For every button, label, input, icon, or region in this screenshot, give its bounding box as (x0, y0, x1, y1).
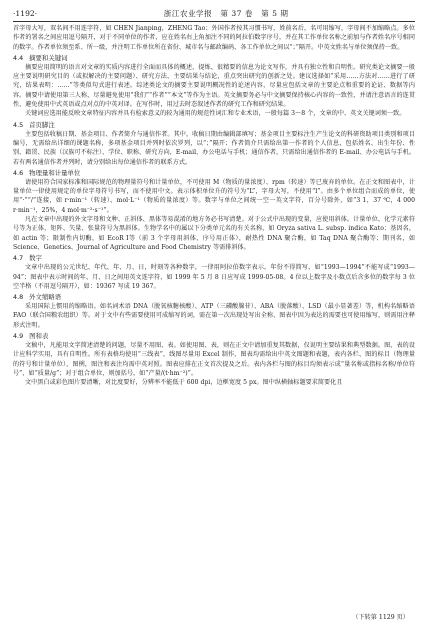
paragraph: 主要包括收稿日期、基金项目、作者简介与通信作者。其中，收稿日期由编辑部填写；基金项目主要标注生产生论文的科研资助项目类别和项目编号，无需给出详细的课题名称，多项基金项目并列时依次罗列，以“；”隔开；作者简介只需给出第一作者的个人信息，包括姓名、出生年份、性别、籍贯、民族（汉族可不标注）、学位、职称、研究方向，E-mail，办公电话与手机；通信作者，只需给出通信作者的 E-mail、办公电话与手机。若有两名通信作者并列时，请分别给出每位通信作者的联系方式。 (13, 130, 415, 166)
section-title: 摘要和关键词 (29, 53, 68, 62)
section-heading-4-6 (13, 168, 415, 178)
section-number: 4.7 (13, 254, 24, 263)
section-title: 物理量和计量单位 (29, 168, 81, 177)
section-heading-4-9 (13, 331, 415, 341)
paragraph: 采用国际上惯用的缩略语。如名词术语 DNA（脱氧核糖核酸）、ATP（三磷酸腺苷）、ABA（脱落酸）、LSD（最小显著差）等，机构名缩略语 FAO（联合国粮农组织）等。对于文中有些需要使用可成缩写的词，需在第一次出现处写出全称，图表中因为表达的需要也可使用缩写，则需用注释形式注明。 (13, 303, 415, 329)
section-title: 首页脚注 (29, 120, 55, 129)
section-heading-4-5 (13, 120, 415, 130)
paragraph: 凡在文章中出现的外文字母和文种、正斜体、黑体等易混淆的地方务必书写清楚。对于公式中出现的变量，应使用斜体。计量单位、化学元素符号等为正体，矩阵、矢量、张量符号为黑斜体。生物学名中的属以下分类单元名的有关名称，如 Oryza sativa L. subsp. indica Kato；基因名，如 actin 等；限制性内切酶，如 EcoR I等（前 3 个字母用斜体，序号用正体），耐热性 DNA 聚合酶，如 Taq DNA 聚合酶等；期刊名，如 Science、Genetics、Journal of Agriculture and Food Chemistry 等需排斜体。 (13, 216, 415, 251)
section-title: 图和表 (29, 332, 49, 341)
section-heading-4-4 (13, 53, 415, 63)
paragraph: 文中黑白或彩色图片要清晰，对比度要好，分辨率不能低于 600 dpi，边框宽度 5 px。图中纵横轴标题要求简要化且 (25, 379, 343, 387)
section-heading-4-8 (13, 292, 415, 302)
paragraph: 摘要应用简明的语言对文章的实质内容进行全面而具体的概述，提炼、很精要的信息为论文写作，并具有独立性和自明性。研究类论文摘要一般应主要说明研究目的（或拟解决的主要问题）、研究方法、主要结果与结论，重点突出研究的创新之处。建议选择如“采用……方法对……进行了研究，结果表明：……”等类似句式进行表述。综述类论文的摘要主要说明概况性的论述内容，尽量应包括文章的主要论点和重要的论证、数据等内容。摘要中请使用第三人称，尽量避免使用“我们”“作者”“本文”等作为主语。英文摘要务必与中文摘要保持核心内容的一致性，并请注意语言的连贯性，避免使用中式英语或点对点的中英对译。在写作时，用过去时态叙述作者的研究工作和研究结果。 (13, 63, 415, 109)
paragraph: 关键词应选用能反映文章特征内容并具有检索意义的较为通用的规范性词汇和专业术语，一般每篇 3～8 个，文章的中、英文关键词须一致。 (25, 110, 406, 118)
paragraph: 文稿中，凡能用文字简述清楚的问题，尽量不用图、表。如使用图、表，则在正文中请加重复其数据，仅说明主要结果和典型数据。图、表的设计应科学实用，具有自明性。所有表格均使用“三线表”，线图尽量用 Excel 制作，图表均需给出中英文图题和表题，表内各栏、图的标目（物理量的符号和计量单位）、图例，图注和表注均需中英对照。图表应排在正文首次提及之后。表内各栏与图的标目均须表示成“量名称或指标名称/单位符号”，如“质量/g”；对于组合单位，则加括号，如“产量/(t·hm⁻²)”。 (13, 342, 415, 377)
section-number: 4.6 (13, 168, 24, 177)
section-number: 4.4 (13, 53, 24, 62)
body-content (13, 24, 415, 388)
continued-note: （下转第 1129 页） (352, 614, 409, 621)
intro-paragraph: 首字母大写，双名间不用连字符，如 CHEN Jianping，ZHENG Tao；外国作者按其习惯书写，姓前名后，名可用缩写，字母间不加缩略点。多位作者的署名之间应用逗号隔开，对于不同单位的作者，应在姓名右上角加注不同的阿拉伯数字序号，并在其工作单位名称之前加与作者姓名序号相同的数字。作者单位须至系、所一级，并注明工作单位所在省份、城市名与邮政编码，各工作单位之间以“；”隔开。中英文姓名与单位须保持一致。 (13, 25, 415, 51)
paragraph: 文章中出现的公元世纪、年代、年、月、日，时刻等各种数字，一律用阿拉伯数字表示。年份不得简写，如“1993—1994”不能写成“1993—94”；图表中表示时间的年、月、日之间用英文连字符，如 1999 年 5 月 8 日应写成 1999-05-08。4 位以上数字及小数点后含多位的数字每 3 位空半格（不用逗号隔开），如：19367 写成 19 367。 (13, 264, 415, 290)
section-title: 数字 (29, 254, 42, 263)
section-number: 4.5 (13, 120, 24, 129)
section-heading-4-7 (13, 253, 415, 263)
page-header (13, 8, 415, 22)
section-number: 4.8 (13, 293, 24, 302)
journal-title: 浙江农业学报 第 37 卷 第 5 期 (163, 9, 289, 18)
page-number: ·1192· (13, 9, 38, 18)
section-title: 外文缩略语 (29, 293, 62, 302)
section-number: 4.9 (13, 332, 24, 341)
paragraph: 请使用符合国家标准和国际规范的物理量符号和计量单位，不可使用 M（物质的量浓度）、rpm（转速）等已废弃的单位。在正文和图表中，计量单位一律使用规定的单位字母符号书写，而不使用中文。表示体积单位升的符号为“L”，字母大写，不使用“l”。由多个单位组合而成的单位，使用“·”“/”连接，如 r·min⁻¹（转速）、mol·L⁻¹（物质的量浓度）等。数字与单位之间统一空一英文字符，百分号除外，如“3 1，37 ℃，4 000 r·min⁻¹，25%，4 mol·m⁻²·s⁻¹”。 (13, 178, 415, 214)
